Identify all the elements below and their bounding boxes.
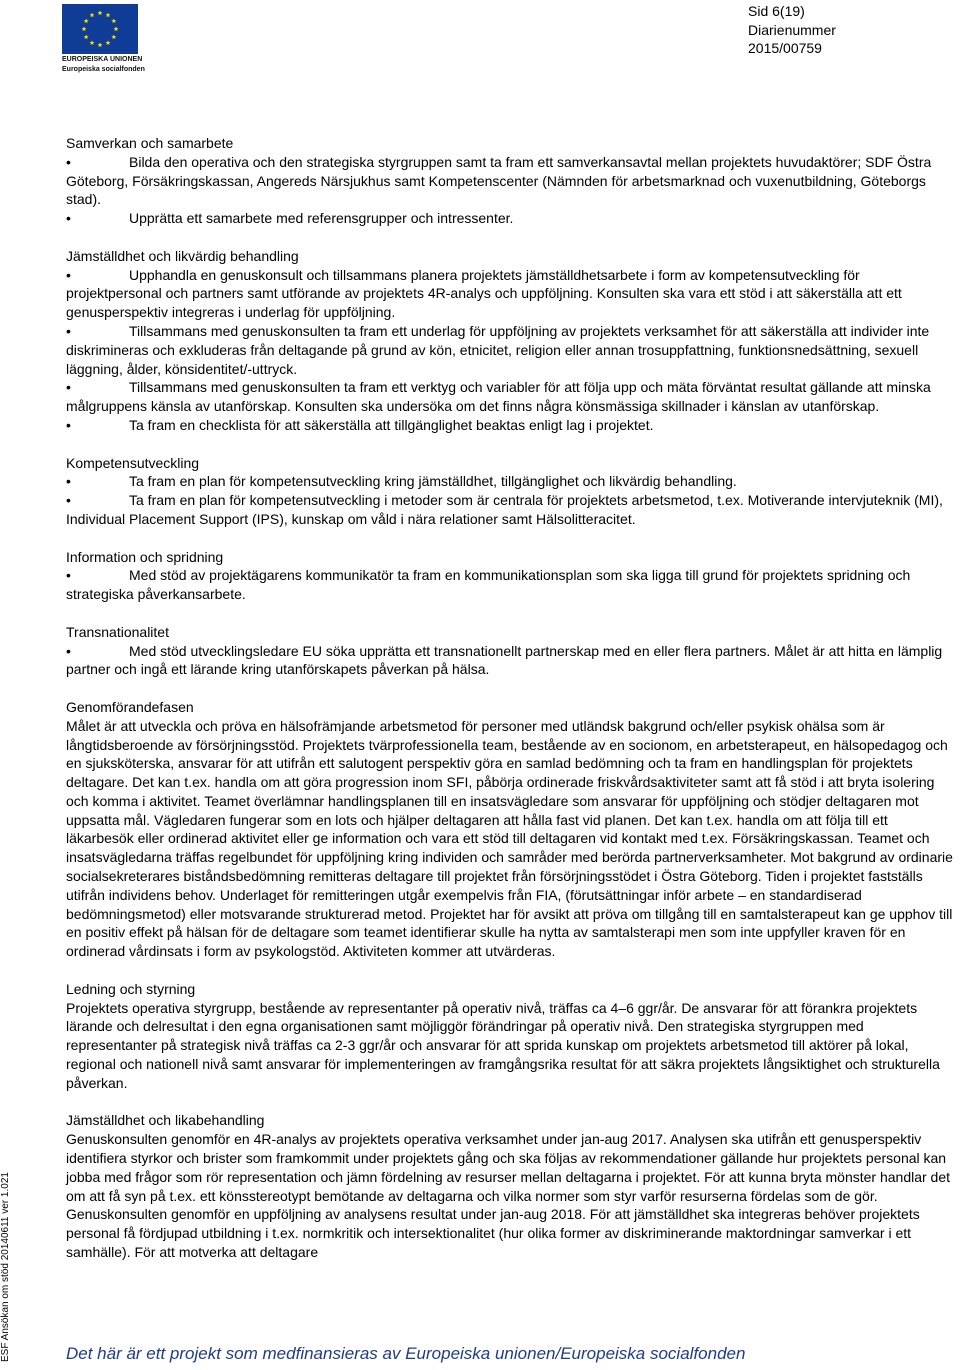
section — [66, 454, 958, 529]
section-heading: Jämställdhet och likvärdig behandling — [66, 247, 299, 264]
bullet-item — [66, 209, 958, 228]
bullet-text: Tillsammans med genuskonsulten ta fram ett underlag för uppföljning av projektets verksamhet för att säkerställa att individer inte diskrimineras och exkluderas från deltagande på grund av kön, etnicitet, religion eller annan trosuppfattning, funktionsnedsättning, sexuell läggning, ålder, könsidentitet/-uttryck. — [66, 322, 930, 377]
bullet-text: Upprätta ett samarbete med referensgrupper och intressenter. — [129, 210, 514, 227]
section-heading: Jämställdhet och likabehandling — [66, 1112, 265, 1129]
paragraph: Målet är att utveckla och pröva en hälsofrämjande arbetsmetod för personer med utländsk bakgrund och/eller psykisk ohälsa som är långtidsberoende av försörjningsstöd. Projektets tvärprofessionella team, bestående av en socionom, en arbetsterapeut, en hälsopedagog och en sjuksköterska, ansvarar för att utifrån ett salutogent perspektiv göra en samlad bedömning och ta fram en handlingsplan för projektets deltagare. Det kan t.ex. handla om att göra progression inom SFI, påbörja ordinerade friskvårdsaktiviteter samt att få stöd i att bryta isolering och komma i aktivitet. Teamet överlämnar handlingsplanen till en insatsvägledare som ansvarar för uppföljning och stödjer deltagaren mot uppsatta mål. Vägledaren fungerar som en lots och hjälper deltagaren att hålla fast vid planen. Det kan t.ex. handla om att följa till ett läkarbesök eller ordinerad aktivitet eller ge information och vara ett stöd till deltagaren vid kontakt med t.ex. Försäkringskassan. Teamet och insatsvägledarna träffas regelbundet för uppföljning kring individen och samråder med berörda partnerverksamheter. Mot bakgrund av ordinarie socialsekreterares biståndsbedömning remitteras deltagare till projektet från försörjningsstödet i Östra Göteborg. Tiden i projektet fastställs utifrån individens behov. Underlaget för remitteringen utgår exempelvis från FIA, (förutsättningar inför arbete – en standardiserad bedömningsmetod) eller motsvarande strukturerad metod. Projektet har för avsikt att pröva om tillgång till en samtalsterapeut kan ge upphov till en positiv effekt på hälsan för de deltagare som teamet identifierar skulle ha nytta av samtalsterapi men som inte uppfyller kraven för en ordinerad vårdinsats i form av psykologstöd. Aktiviteten kommer att utvärderas. — [66, 717, 953, 960]
bullet-icon: • — [66, 266, 71, 283]
bullet-item — [66, 491, 958, 529]
bullet-text: Upphandla en genuskonsult och tillsammans planera projektets jämställdhetsarbete i form av kompetensutveckling för projektpersonal och partners samt utförande av projektets 4R-analys och uppföljning. Konsulten ska vara ett stöd i att säkerställa att ett genusperspektiv integreras i underlag för uppföljning. — [66, 266, 902, 321]
section — [66, 548, 958, 604]
section — [66, 980, 958, 1093]
section-heading: Transnationalitet — [66, 623, 169, 640]
section — [66, 134, 958, 228]
bullet-item — [66, 416, 958, 435]
eu-flag-icon — [62, 4, 138, 54]
section — [66, 698, 958, 961]
bullet-icon: • — [66, 379, 71, 396]
logo-line-2: Europeiska socialfonden — [62, 66, 145, 73]
diarie-label: Diarienummer — [748, 21, 836, 38]
document-body — [66, 134, 958, 1281]
section-heading: Ledning och styrning — [66, 980, 196, 997]
bullet-item — [66, 322, 958, 378]
eu-logo — [62, 4, 145, 74]
bullet-item — [66, 266, 958, 322]
bullet-icon: • — [66, 153, 71, 170]
section-heading: Kompetensutveckling — [66, 454, 200, 471]
bullet-icon: • — [66, 210, 71, 227]
bullet-text: Ta fram en plan för kompetensutveckling kring jämställdhet, tillgänglighet och likvärdig behandling. — [129, 473, 737, 490]
diarie-number: 2015/00759 — [748, 40, 822, 56]
bullet-icon: • — [66, 416, 71, 433]
bullet-item — [66, 472, 958, 491]
logo-line-1: EUROPEISKA UNIONEN — [62, 56, 143, 63]
bullet-item — [66, 642, 958, 680]
bullet-item — [66, 566, 958, 604]
form-version-label: ESF Ansökan om stöd 20140611 ver 1.021 — [0, 1172, 11, 1362]
section-heading: Genomförandefasen — [66, 698, 194, 715]
bullet-text: Ta fram en plan för kompetensutveckling i metoder som är centrala för projektets arbetsmetod, t.ex. Motiverande intervjuteknik (MI), Individual Placement Support (IPS), kunskap om våld i nära relationer samt Hälsolitteracitet. — [66, 492, 943, 527]
page-number: Sid 6(19) — [748, 3, 805, 19]
bullet-text: Bilda den operativa och den strategiska styrgruppen samt ta fram ett samverkansavtal mellan projektets huvudaktörer; SDF Östra Göteborg, Försäkringskassan, Angereds Närsjukhus samt Kompetenscenter (Nämnden för arbetsmarknad och vuxenutbildning, Göteborgs stad). — [66, 153, 932, 208]
bullet-item — [66, 378, 958, 416]
bullet-icon: • — [66, 473, 71, 490]
bullet-icon: • — [66, 492, 71, 509]
bullet-icon: • — [66, 642, 71, 659]
bullet-icon: • — [66, 567, 71, 584]
footer-note: Det här är ett projekt som medfinansieras av Europeiska unionen/Europeiska socialfonden — [66, 1344, 746, 1363]
bullet-text: Ta fram en checklista för att säkerställa att tillgänglighet beaktas enligt lag i projektet. — [129, 416, 654, 433]
section — [66, 1111, 958, 1261]
bullet-item — [66, 153, 958, 209]
bullet-text: Tillsammans med genuskonsulten ta fram ett verktyg och variabler för att följa upp och mäta förväntat resultat gällande att minska målgruppens känsla av utanförskap. Konsulten ska undersöka om det finns några könsmässiga skillnader i känslan av utanförskap. — [66, 379, 931, 415]
section-heading: Samverkan och samarbete — [66, 135, 234, 151]
section — [66, 247, 958, 435]
page-header — [748, 2, 836, 58]
bullet-icon: • — [66, 322, 71, 339]
paragraph: Projektets operativa styrgrupp, bestående av representanter på operativ nivå, träffas ca 4–6 ggr/år. De ansvarar för att förankra projektets lärande och delresultat i den egna organisationen samt möjliggör förändringar på operativ nivå. Den strategiska styrgruppen med representanter på strategisk nivå träffas ca 2-3 ggr/år och ansvarar för att sprida kunskap om projektets arbetsmetod till aktörer på lokal, regional och nationell nivå samt ansvarar för implementeringen av framgångsrika resultat för att säkra projektets långsiktighet och strukturella påverkan. — [66, 999, 940, 1091]
bullet-text: Med stöd av projektägarens kommunikatör ta fram en kommunikationsplan som ska ligga till grund för projektets spridning och strategiska påverkansarbete. — [66, 567, 911, 603]
paragraph: Genuskonsulten genomför en 4R-analys av projektets operativa verksamhet under jan-aug 2017. Analysen ska utifrån ett genusperspektiv identifiera styrkor och brister som framkommit under projektets gång och ska följas av rekommendationer gällande hur projektets personal kan jobba med frågor som rör representation och jämn fördelning av resurser mellan deltagarna i projektet. För att kunna bryta mönster handlar det om att få syn på t.ex. ett könsstereotypt bemötande av deltagarna och vilka normer som styr varför resurserna fördelas som de gör. Genuskonsulten genomför en uppföljning av analysens resultat under jan-aug 2018. För att jämställdhet ska integreras behöver projektets personal få fördjupad utbildning i t.ex. normkritik och intersektionalitet (hur olika former av diskriminerande maktordningar samverkar i ett samhälle). För att motverka att deltagare — [66, 1131, 951, 1261]
section-heading: Information och spridning — [66, 548, 224, 565]
bullet-text: Med stöd utvecklingsledare EU söka upprätta ett transnationellt partnerskap med en eller flera partners. Målet är att hitta en lämplig partner och ingå ett lärande kring utanförskapets påverkan på hälsa. — [66, 642, 943, 678]
section — [66, 623, 958, 679]
